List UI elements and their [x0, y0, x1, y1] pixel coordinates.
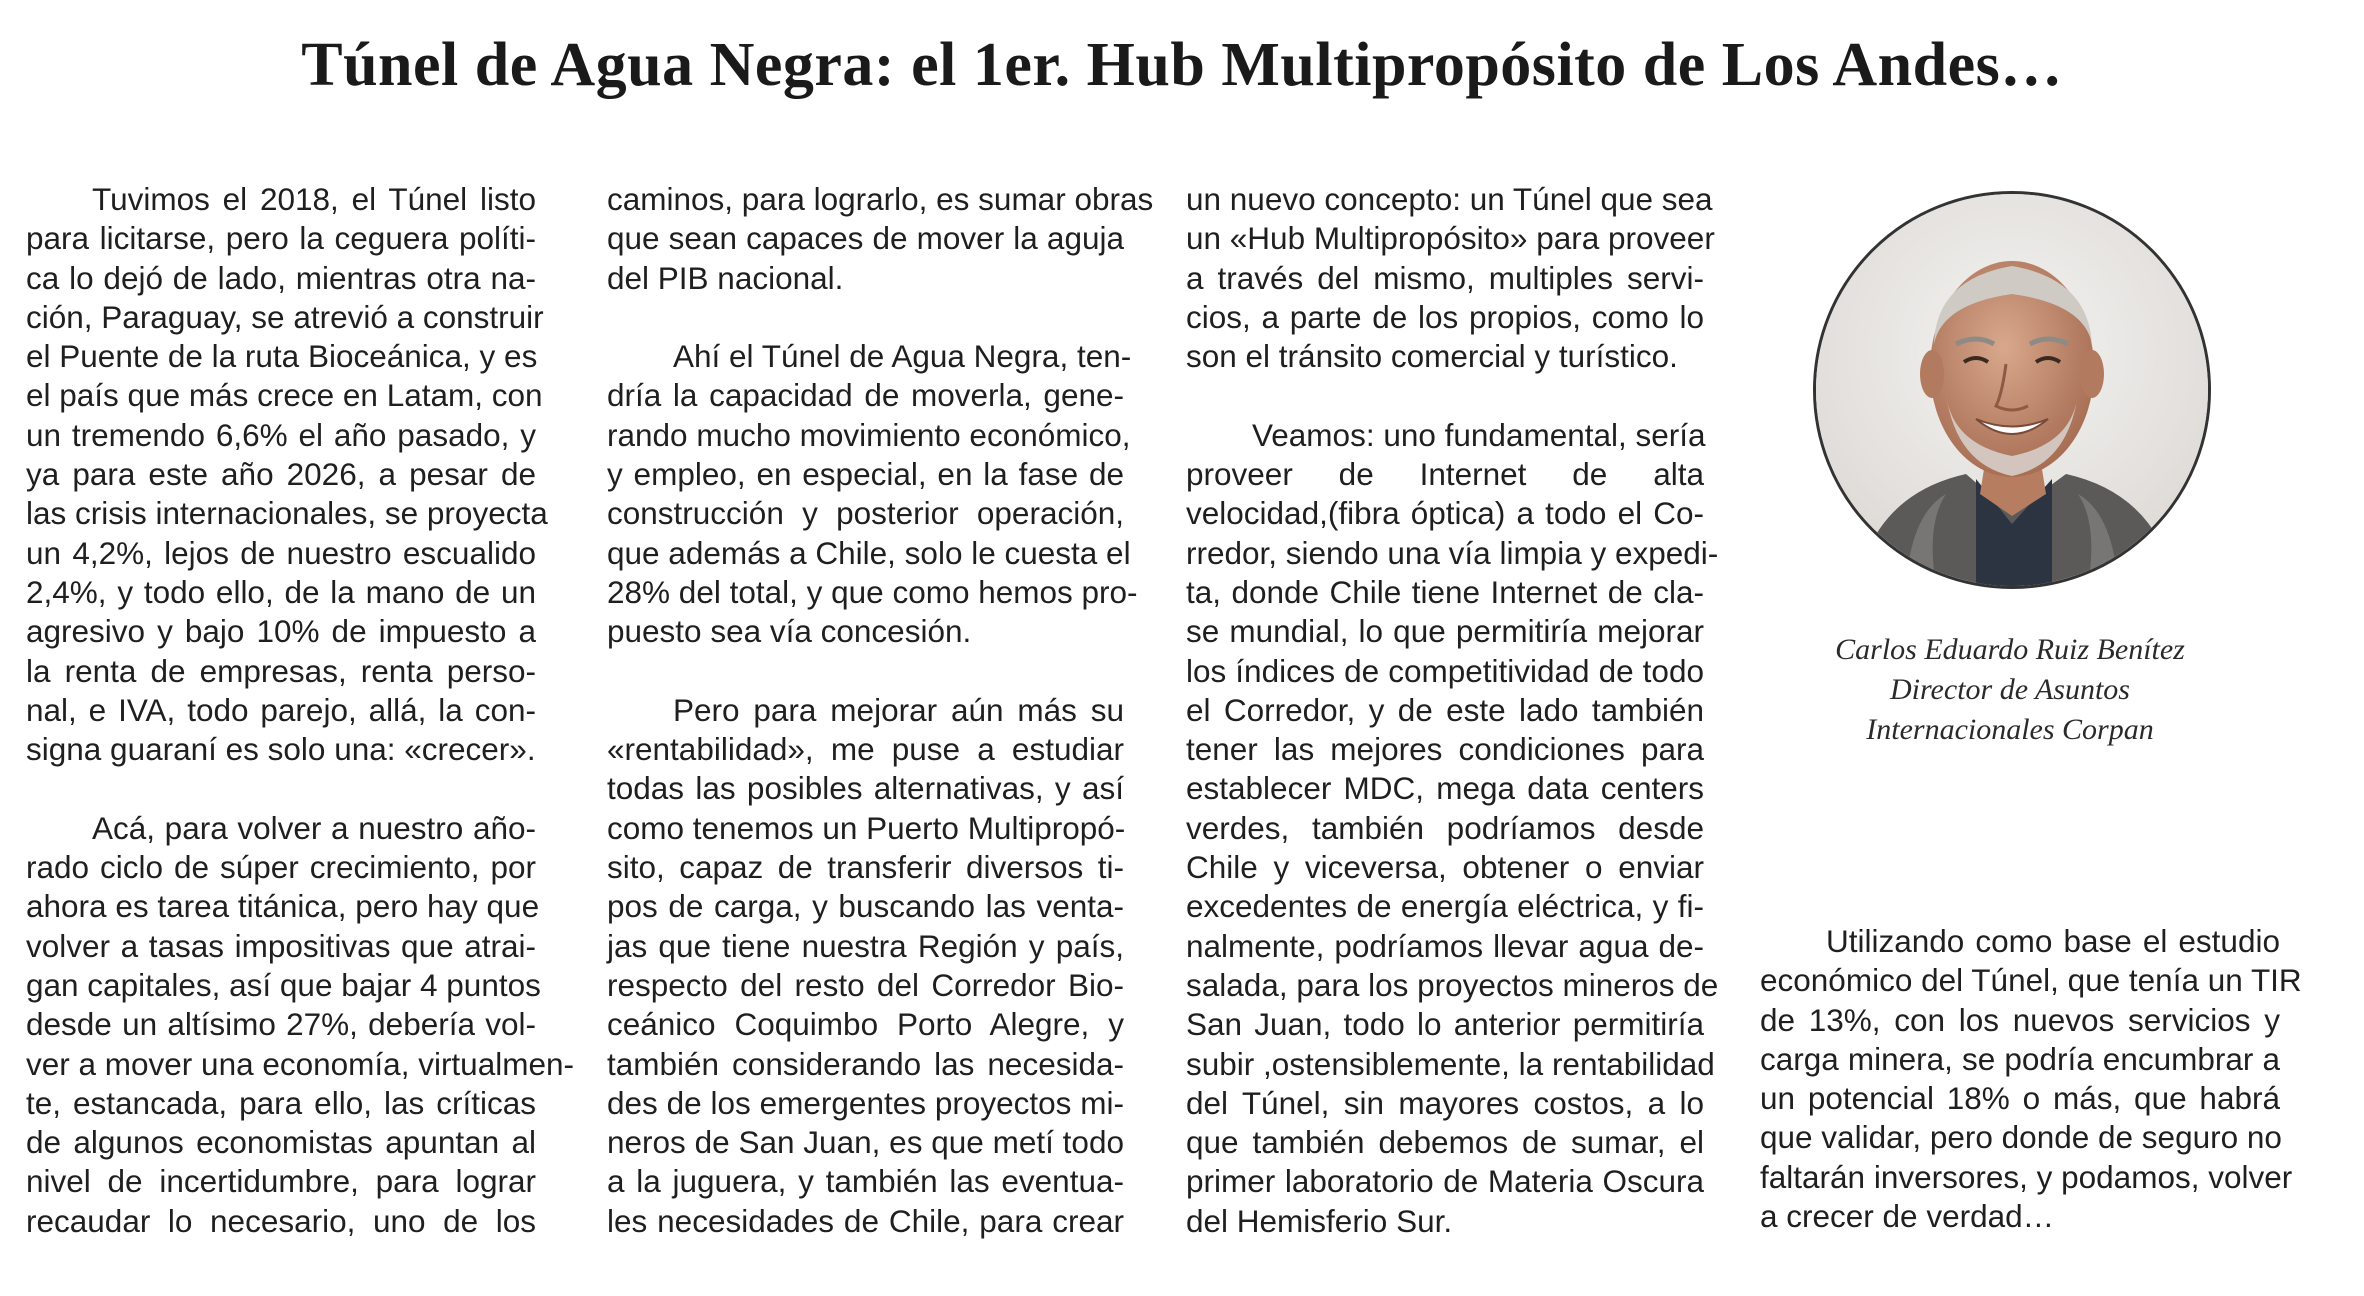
text-line: pos de carga, y buscando las venta-: [607, 888, 1124, 925]
text-line: que además a Chile, solo le cuesta el: [607, 534, 1131, 571]
text-line: económico del Túnel, que tenía un TIR: [1760, 962, 2302, 999]
text-line: un 4,2%, lejos de nuestro escualido: [26, 534, 536, 571]
text-line: rando mucho movimiento económico,: [607, 416, 1131, 453]
text-line: recaudar lo necesario, uno de los: [26, 1202, 536, 1239]
text-line: San Juan, todo lo anterior permitiría: [1186, 1006, 1704, 1043]
text-line: un «Hub Multipropósito» para proveer: [1186, 220, 1715, 257]
text-line: Tuvimos el 2018, el Túnel listo: [92, 181, 536, 217]
text-line: ca lo dejó de lado, mientras otra na-: [26, 259, 536, 296]
text-line: y empleo, en especial, en la fase de: [607, 456, 1124, 493]
paragraph-gap: [1186, 376, 1704, 415]
article-title: Túnel de Agua Negra: el 1er. Hub Multipropósito de Los Andes…: [301, 31, 2063, 99]
text-line: rredor, siendo una vía limpia y expedi-: [1186, 534, 1719, 571]
text-line: la renta de empresas, renta perso-: [26, 652, 536, 689]
text-line: el Puente de la ruta Bioceánica, y es: [26, 338, 538, 375]
text-line: les necesidades de Chile, para crear: [607, 1202, 1124, 1239]
text-line: caminos, para lograrlo, es sumar obras: [607, 181, 1154, 217]
text-line: puesto sea vía concesión.: [607, 613, 972, 650]
text-line: velocidad,(fibra óptica) a todo el Co-: [1186, 495, 1704, 532]
text-line: ahora es tarea titánica, pero hay que: [26, 888, 540, 925]
text-line: Pero para mejorar aún más su: [673, 691, 1124, 728]
text-line: faltarán inversores, y podamos, volver: [1760, 1158, 2293, 1195]
text-line: del Túnel, sin mayores costos, a lo: [1186, 1084, 1704, 1121]
text-line: Veamos: uno fundamental, sería: [1252, 416, 1706, 453]
text-line: respecto del resto del Corredor Bio-: [607, 966, 1124, 1003]
text-line: a la juguera, y también las eventua-: [607, 1163, 1124, 1200]
text-line: Ahí el Túnel de Agua Negra, ten-: [673, 338, 1132, 375]
text-line: a crecer de verdad…: [1760, 1198, 2055, 1235]
text-line: jas que tiene nuestra Región y país,: [607, 927, 1124, 964]
text-line: construcción y posterior operación,: [607, 495, 1124, 532]
text-line: que validar, pero donde de seguro no: [1760, 1119, 2282, 1156]
text-line: rado ciclo de súper crecimiento, por: [26, 849, 536, 886]
text-line: subir ,ostensiblemente, la rentabilidad: [1186, 1045, 1715, 1082]
text-line: del Hemisferio Sur.: [1186, 1202, 1453, 1239]
text-line: un nuevo concepto: un Túnel que sea: [1186, 181, 1713, 217]
text-line: ceánico Coquimbo Porto Alegre, y: [607, 1006, 1124, 1043]
author-role: Director de Asuntos: [1890, 673, 2130, 706]
text-line: de 13%, con los nuevos servicios y: [1760, 1001, 2280, 1038]
text-line: como tenemos un Puerto Multipropó-: [607, 809, 1126, 846]
text-line: sito, capaz de transferir diversos ti-: [607, 849, 1124, 886]
text-line: establecer MDC, mega data centers: [1186, 770, 1704, 807]
text-line: signa guaraní es solo una: «crecer».: [26, 731, 536, 768]
article-column-2: [607, 180, 1154, 1241]
text-line: excedentes de energía eléctrica, y fi-: [1186, 888, 1704, 925]
text-line: ta, donde Chile tiene Internet de cla-: [1186, 573, 1704, 610]
text-line: son el tránsito comercial y turístico.: [1186, 338, 1678, 375]
text-line: Utilizando como base el estudio: [1826, 923, 2280, 959]
text-line: carga minera, se podría encumbrar a: [1760, 1040, 2280, 1077]
author-byline: [1760, 630, 2260, 750]
article-column-1: [26, 180, 574, 1241]
text-line: «rentabilidad», me puse a estudiar: [607, 731, 1124, 768]
text-line: volver a tasas impositivas que atrai-: [26, 927, 536, 964]
paragraph-gap: [26, 769, 536, 808]
text-line: Chile y viceversa, obtener o enviar: [1186, 849, 1704, 886]
text-line: un potencial 18% o más, que habrá: [1760, 1080, 2280, 1117]
text-line: desde un altísimo 27%, debería vol-: [26, 1006, 536, 1043]
text-line: a través del mismo, multiples servi-: [1186, 259, 1704, 296]
paragraph-gap: [607, 298, 1124, 337]
text-line: nivel de incertidumbre, para lograr: [26, 1163, 536, 1200]
author-name: Carlos Eduardo Ruiz Benítez: [1835, 633, 2185, 666]
text-line: que también debemos de sumar, el: [1186, 1124, 1704, 1161]
text-line: nal, e IVA, todo parejo, allá, la con-: [26, 691, 536, 728]
text-line: el Corredor, y de este lado también: [1186, 691, 1704, 728]
text-line: primer laboratorio de Materia Oscura: [1186, 1163, 1704, 1200]
author-organization: Internacionales Corpan: [1866, 713, 2154, 746]
text-line: salada, para los proyectos mineros de: [1186, 966, 1719, 1003]
text-line: un tremendo 6,6% el año pasado, y: [26, 416, 536, 453]
text-line: de algunos economistas apuntan al: [26, 1124, 536, 1161]
text-line: los índices de competitividad de todo: [1186, 652, 1704, 689]
text-line: ción, Paraguay, se atrevió a construir: [26, 298, 544, 335]
text-line: nalmente, podríamos llevar agua de-: [1186, 927, 1704, 964]
text-line: neros de San Juan, es que metí todo: [607, 1124, 1124, 1161]
article-column-4: [1760, 922, 2302, 1236]
text-line: Acá, para volver a nuestro año-: [92, 809, 536, 846]
text-line: verdes, también podríamos desde: [1186, 809, 1704, 846]
text-line: todas las posibles alternativas, y así: [607, 770, 1124, 807]
text-line: des de los emergentes proyectos mi-: [607, 1084, 1124, 1121]
author-photo: [1813, 191, 2211, 589]
text-line: agresivo y bajo 10% de impuesto a: [26, 613, 536, 650]
text-line: dría la capacidad de moverla, gene-: [607, 377, 1124, 414]
text-line: el país que más crece en Latam, con: [26, 377, 543, 414]
text-line: que sean capaces de mover la aguja: [607, 220, 1124, 257]
text-line: te, estancada, para ello, las críticas: [26, 1084, 536, 1121]
text-line: 2,4%, y todo ello, de la mano de un: [26, 573, 536, 610]
text-line: proveer de Internet de alta: [1186, 456, 1704, 493]
text-line: se mundial, lo que permitiría mejorar: [1186, 613, 1704, 650]
article-column-3: [1186, 180, 1719, 1241]
text-line: gan capitales, así que bajar 4 puntos: [26, 966, 541, 1003]
text-line: ver a mover una economía, virtualmen-: [26, 1045, 574, 1082]
text-line: del PIB nacional.: [607, 259, 844, 296]
text-line: también considerando las necesida-: [607, 1045, 1124, 1082]
text-line: cios, a parte de los propios, como lo: [1186, 298, 1704, 335]
text-line: las crisis internacionales, se proyecta: [26, 495, 548, 532]
paragraph-gap: [607, 652, 1124, 691]
text-line: 28% del total, y que como hemos pro-: [607, 573, 1138, 610]
text-line: ya para este año 2026, a pesar de: [26, 456, 536, 493]
text-line: para licitarse, pero la ceguera políti-: [26, 220, 536, 257]
text-line: tener las mejores condiciones para: [1186, 731, 1704, 768]
